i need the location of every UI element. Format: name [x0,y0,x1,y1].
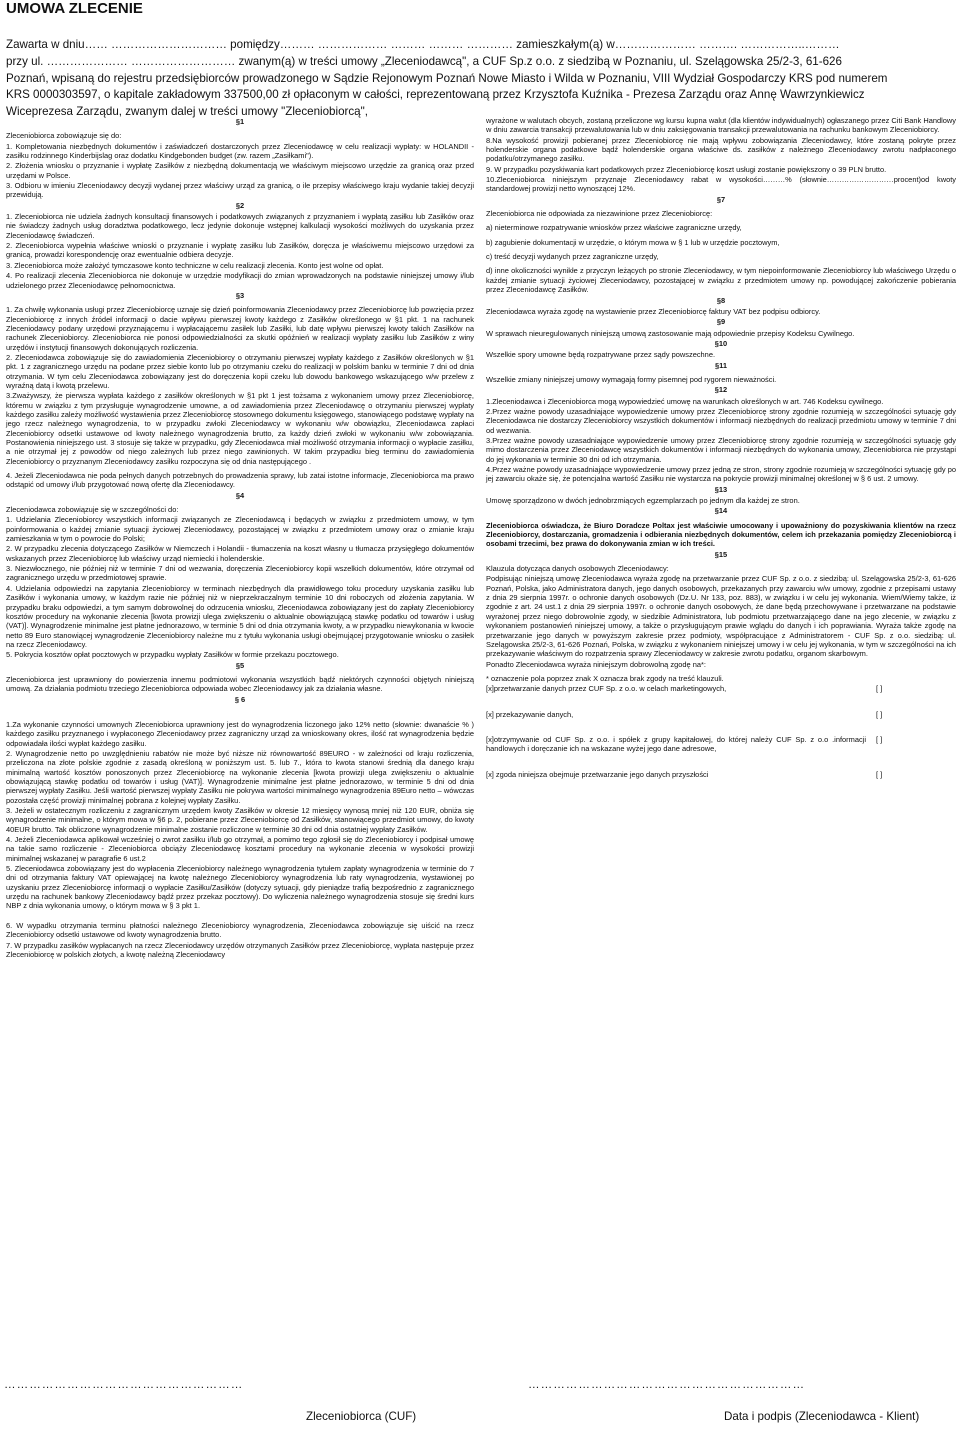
paragraph: * oznaczenie pola poprzez znak X oznacza brak zgody na treść klauzuli. [486,673,724,683]
signature-line-right: ………………………………………………………… [528,1378,806,1391]
paragraph: Zleceniobiorca zobowiązuje się do: [6,131,122,141]
consent-option [486,684,956,693]
paragraph: 3.Zważywszy, że pierwsza wypłata każdego z zasiłków określonych w §1 pkt 1 jest tożsama z wykonaniem umowy przez Zleceniobiorcę, któremu w związku z tym przysługuje wynagrodzenie umowne, a od zawiadomienia przez Zleceniodawcę o otrzymaniu pierwszej wypłaty każdego zasiłku zależy możliwość wystawienia przez Zleceniobiorcę stosownego dokumentu księgowego, stanowiącego podstawę wypłaty na jego rzecz należnego wynagrodzenia, to w przypadku zwłoki Zleceniodawcy w wykonaniu w/w obowiązku, Zleceniodawca zapłaci Zleceniobiorcy odsetki ustawowe od kwoty należnego wynagrodzenia brutto, za każdy dzień zwłoki w wykonaniu w/w zobowiązania. Postanowienia niniejszego ust. 3 stosuje się także w przypadku, gdy Zleceniodawca miał możliwość otrzymania informacji o wypłacie zasiłku, a nie otrzymał jej z powodów od niego zależnych lub przez niego zawinionych. W takim przypadku bieg terminu do zawiadomienia Zleceniobiorcy o przyznanym Zleceniodawcy zasiłku rozpoczyna się od dnia następującego . [6,391,474,466]
paragraph: 1. Kompletowania niezbędnych dokumentów i zaświadczeń dostarczonych przez Zleceniodawcę w celu realizacji wypłaty: w HOLANDII - zasiłku rodzinnego Kinderbijslag oraz dodatku Kindgebonden budget (zw. razem „Zasiłkami"). [6,141,474,161]
section-2-heading: §2 [235,200,245,210]
preamble-line: Wiceprezesa Zarządu, zwanym dalej w treści umowy "Zleceniobiorcą", [6,105,368,119]
section-13-heading: §13 [714,484,728,494]
paragraph: 1.Zleceniodawca i Zleceniobiorca mogą wypowiedzieć umowę na warunkach określonych w art. 746 Kodeksu cywilnego. [486,396,884,406]
section-9-heading: §9 [716,317,726,327]
consent-option-text: [x]otrzymywanie od CUF Sp. z o.o. i spółek z grupy kapitałowej, do której należy CUF Sp. z o.o .informacji handlowych i doręczanie ich na wskazane wyżej jego dane adresowe, [486,734,866,754]
paragraph: 3. Zleceniobiorca może założyć tymczasowe konto techniczne w celu realizacji zlecenia. Konto jest wolne od opłat. [6,260,384,270]
list-item: c) treść decyzji wydanych przez zagraniczne urzędy, [486,252,659,262]
section-15-heading: §15 [714,549,728,559]
consent-option-text: [x] przekazywanie danych, [486,709,574,719]
paragraph: 4. Udzielania odpowiedzi na zapytania Zleceniobiorcy w terminach niezbędnych dla prawidłowego toku procedury uzyskania zasiłku lub Zasiłków i wykonania umowy, w każdym razie nie później niż w nieprzekraczalnym terminie 10 dni roboczych od złożenia zapytania. W przypadku braku odpowiedzi, a tym samym dobrowolnej do odrzucenia wniosku, Zleceniodawca zobowiązany jest do zapłaty Zleceniobiorcy kosztów procedury na wykonanie zlecenia [kwota prowizji ulega zwiększeniu o aktualnie obowiązującą stawkę podatku od towarów i usług (VAT)]. Wynagrodzenie minimalne jest płatne jednorazowo, w terminie 5 dni od dnia otrzymania kwoty, a w przypadku niewykonania w kwocie netto 89 Euro stanowiącej wynagrodzenie Zleceniobiorcy należne mu z tytułu wykonania usługi obejmującej przygotowanie wniosku o zasiłek na rzecz Zleceniodawcy. [6,583,474,649]
right-column [486,116,956,779]
paragraph: 1. Za chwilę wykonania usługi przez Zleceniobiorcę uznaje się dzień poinformowania Zleceniodawcy przez Zleceniobiorcę lub powzięcia przez Zleceniobiorcę z innych źródeł informacji o dacie wpływu pierwszej kwoty każdego z Zasiłków określonego w §1 pkt. 1 na rachunek Zleceniodawcy podany urzędowi przyznającemu i wypłacającemu zasiłek lub Zasiłki, lub datę wpływu pierwszej kwoty takich Zasiłków na rachunek Zleceniobiorcy. Zleceniobiorca nie ponosi odpowiedzialności za skutki opóźnień w realizacji wypłaty zasiłku lub Zasiłków z winy urzędów i instytucji finansowych dokonujących rozliczenia. [6,305,474,352]
preamble-line: przy ul. ………………… ……………………… zwanym(ą) w treści umowy „Zleceniodawcą", a CUF Sp.z o.o. z siedzibą w Poznaniu, ul. Szelągowska 25/2-3, 61-626 [6,54,842,68]
list-item: a) nieterminowe rozpatrywanie wniosków przez właściwe zagraniczne urzędy, [486,223,742,233]
paragraph: Zleceniodawca wyraża zgodę na wystawienie przez Zleceniobiorcę faktury VAT bez podpisu odbiorcy. [486,306,821,316]
list-item: b) zagubienie dokumentacji w urzędzie, o którym mowa w § 1 lub w urzędzie pocztowym, [486,237,780,247]
paragraph: 1.Za wykonanie czynności umownych Zleceniobiorca uprawniony jest do wynagrodzenia liczonego jako 12% netto (słownie: dwanaście % ) każdego zasiłku przyznanego i wypłaconego Zleceniodawcy przez zagraniczny urząd za wnioskowany okres, ilość rat wynagrodzenia będzie odpowiadała ilości wypłat każdego zasiłku. [6,719,474,748]
section-7-heading: §7 [716,194,726,204]
paragraph: 7. W przypadku zasiłków wypłacanych na rzecz Zleceniodawcy urzędów otrzymanych Zasiłków przez Zleceniobiorcę, wypłata następuje przez Zleceniobiorcę w polskich złotych, a kwotę należną Zleceniodawcy [6,940,474,959]
paragraph: Klauzula dotycząca danych osobowych Zleceniodawcy: [486,564,669,574]
left-column [6,116,474,960]
section-8-heading: §8 [716,295,726,305]
paragraph: 10.Zleceniobiorca niniejszym przyznaje Zleceniodawcy rabat w wysokości………% (słownie………………………procent)od kwoty standardowej prowizji netto wynoszącej 12%. [486,175,956,194]
section-1-heading: §1 [235,117,245,126]
section-5-heading: §5 [235,660,245,670]
paragraph: Zleceniobiorca nie odpowiada za niezawinione przez Zleceniobiorcę: [486,209,713,219]
paragraph: wyrażone w walutach obcych, zostaną przeliczone wg kursu kupna walut (dla klientów indywidualnych) ogłaszanego przez Citi Bank Handlowy w dniu zawarcia transakcji przewalutowania lub w dniu zaksięgowania transakcji przewalutowania na rachunku bankowym Zleceniobiorcy. [486,116,956,135]
consent-option-text: [x]przetwarzanie danych przez CUF Sp. z o.o. w celach marketingowych, [486,684,727,694]
paragraph: Umowę sporządzono w dwóch jednobrzmiących egzemplarzach po jednym dla każdej ze stron. [486,496,800,506]
section-6-heading: § 6 [234,694,246,704]
paragraph: 3.Przez ważne powody uzasadniające wypowiedzenie umowy przez Zleceniobiorcę strony zgodnie rozumieją w szczególności sytuację gdy mimo dostarczenia przez Zleceniodawcę wszystkich dokumentów i informacji niezbędnych do wykonania umowy, Zleceniobiorca nie przystąpi do jej wykonania w terminie 30 dni od ich otrzymania. [486,435,956,464]
signature-line-left: ………………………………………………… [4,1378,244,1391]
paragraph: 2. Wynagrodzenie netto po uwzględnieniu rabatów nie może być niższe niż równowartość 89EURO - w zależności od kraju rozliczenia, przeliczona na złote polskie zgodnie z zasadą określoną w poniższym ust. 5. lub 7., która to kwota stanowi średnią dla danego kraju minimalną wartość kosztów ponoszonych przez Zleceniobiorcę na wykonanie zlecenia [kwota prowizji ulega zwiększeniu o aktualnie obowiązującą stawkę podatku od towarów i usług (VAT)]. Wynagrodzenie minimalne jest płatne jednorazowo, w terminie 5 dni od dnia pierwszej wypłaty Zasiłku. Jeśli wartość pierwszej wypłaty Zasiłku nie pokrywa wartości minimalnego wynagrodzenia 89Euro netto – wówczas pozostała część prowizji minimalnej pobrana z kolejnej wypłaty Zasiłku. [6,748,474,805]
preamble-line: KRS 0000303597, o kapitale zakładowym 337500,00 zł opłaconym w całości, reprezentowaną przez Krzysztofa Kuźnika - Prezesa Zarządu oraz Annę Wawrzynkiewicz [6,88,865,102]
paragraph: 8.Na wysokość prowizji pobieranej przez Zleceniobiorcę nie mają wpływu zobowiązania Zleceniodawcy, które zostaną pokryte przez holenderskie organa podatkowe bądź holenderskie organa właściwe ds. zasiłków z należnego Zleceniodawcy zwrotu nadpłaconego podatku/otrzymanego zasiłku. [486,135,956,164]
paragraph: Ponadto Zleceniodawca wyraża niniejszym dobrowolną zgodę na*: [486,659,706,669]
document-title: UMOWA ZLECENIE [6,0,143,17]
paragraph: Podpisując niniejszą umowę Zleceniodawca wyraża zgodę na przetwarzanie przez CUF Sp. z o.o. z siedzibą: ul. Szelągowska 25/2-3, 61-626 Poznań, Polska, jako Administratora danych, jego danych osobowych, przekazanych przy zawarciu w/w umowy, zgodnie z przepisami ustawy z dnia 29 sierpnia 1997r. o ochronie danych osobowych (Dz.U. Nr 133, poz. 883), w związku i w celu jej wykonania. Wiem/Wiemy także, iż zgodnie z art. 24 ust.1 z dnia 29 sierpnia 1997r. o ochronie danych osobowych, że dane będą przechowywane i przetwarzane na podstawie wyrażonej przez niego dobrowolnie zgody, w siedzibie Administratora, lub podmiotu przetwarzającego dane na jego zlecenie, w związku z wykonaniem postanowień niniejszej umowy, a także o przysługującym prawie wglądu do danych i ich poprawiania. Wyraża także zgodę na przetwarzanie jego danych w powyższym zakresie przez podmioty, współpracujące z Administratorem - CUF Sp. z o.o. siedzibą: ul. Szelągowska 25/2-3, 61-626 Poznań, Polska, w związku z wykonaniem niniejszej umowy i w celu jej wykonania, w tym w szczególności na ich przekazywanie właściwym do rozpatrzenia sprawy Zleceniodawcy w zakresie zwrotu podatku, organom skarbowym. [486,574,956,659]
section-11-heading: §11 [715,360,727,370]
paragraph: W sprawach nieuregulowanych niniejszą umową zastosowanie mają odpowiednie przepisy Kodeksu Cywilnego. [486,328,855,338]
signature-label-right: Data i podpis (Zleceniodawca - Klient) [724,1410,920,1423]
paragraph: 3. Jeżeli w ostatecznym rozliczeniu z zagranicznym urzędem kwoty Zasiłków w okresie 12 miesięcy wynosą mniej niż 120 EUR, obniża się wynagrodzenie minimalne, o którym mowa w §6 p. 2, pobierane przez Zleceniobiorcę od Zasiłków, stanowiącego przedmiot umowy, do kwoty 40EUR brutto. Tak obliczone wynagrodzenie minimalne zostanie rozliczone w terminie 30 dni od dnia ostatniej wypłaty Zasiłków. [6,806,474,834]
paragraph: 5. Zleceniodawca zobowiązany jest do wypłacenia Zleceniobiorcy należnego wynagrodzenia tytułem zapłaty wynagrodzenia w terminie do 7 dni od otrzymania faktury VAT opiewającej na kwotę należnego Zleceniobiorcy wynagrodzenia lub raty wynagrodzenia, wystawionej po uzyskaniu przez Zleceniobiorcę informacji o wypłacie Zasiłku/Zasiłków (dotyczy sytuacji, gdy pieniądze trafią bezpośrednio z zagranicznego urzędu na rachunek bankowy Zleceniodawcy bądź przez przekaz pocztowy). Do wyliczenia należnego wynagrodzenia stosuje się średni kurs NBP z dnia wykonania umowy, o którym mowa w § 3 pkt 1. [6,864,474,911]
preamble-line: Zawarta w dniu…… ………………………… pomiędzy……… ……………… ……… ……… ………… zamieszkałym(ą) w………………… ………. ……………..……… [6,38,840,51]
section-12-heading: §12 [714,385,728,395]
consent-checkbox[interactable]: [ ] [876,769,883,779]
consent-option [486,735,956,754]
paragraph: Zleceniodawca zobowiązuje się w szczególności do: [6,505,179,515]
paragraph: 2. W przypadku zlecenia dotyczącego Zasiłków w Niemczech i Holandii - tłumaczenia na koszt własny u tłumacza przysięgłego dokumentów wskazanych przez Zleceniobiorcę lub właściwy urząd niemiecki i holenderskie. [6,544,474,563]
consent-checkbox[interactable]: [ ] [876,684,883,694]
paragraph: Zleceniobiorca jest uprawniony do powierzenia innemu podmiotowi wykonania wszystkich bądź niektórych czynności objętych niniejszą umową. Za działania podmiotu trzeciego Zleceniobiorca odpowiada wobec Zleceniodawcy jak za działania własne. [6,674,474,694]
consent-option [486,710,956,719]
consent-option-text: [x] zgoda niniejsza obejmuje przetwarzanie jego danych przyszłości [486,769,709,779]
paragraph: 1. Udzielania Zleceniobiorcy wszystkich informacji związanych ze Zleceniodawcą i będących w związku z przedmiotem umowy, w tym poinformowania o każdej zmianie sytuacji życiowej Zleceniodawcy, pozostającej w związku z przedmiotem umowy oraz o zmianie kraju zamieszkania w tym o powrocie do Polski; [6,515,474,544]
paragraph: 4. Jeżeli Zleceniodawca aplikował wcześniej o zwrot zasiłku i/lub go otrzymał, a pomimo tego zgłosił się do Zleceniobiorcy i podpisał umowę na takie samo rozliczenie - Zleceniobiorca obciąży Zleceniodawcę kosztami procedury na wykonanie zlecenia w wysokości prowizji minimalnej wskazanej w paragrafie 6 ust.2 [6,835,474,863]
section-14-heading: §14 [714,506,728,516]
consent-checkbox[interactable]: [ ] [876,709,883,719]
paragraph: 2. Zleceniodawca zobowiązuje się do zawiadomienia Zleceniobiorcy o otrzymaniu pierwszej wypłaty każdego z Zasiłków określonych w §1 pkt. 1 z zagranicznego urzędu na podane przez siebie konto lub po otrzymaniu czeku do realizacji w polskim banku w terminie 7 dni od dnia otrzymania. W tym celu Zleceniodawca zobowiązany jest do doręczenia kopii czeku lub dowodu bankowego wskazującego w/w przelew z wyraźną datą i kwotą przelewu. [6,352,474,390]
paragraph: 5. Pokrycia kosztów opłat pocztowych w przypadku wypłaty Zasiłków w formie przekazu pocztowego. [6,650,339,660]
contract-preamble [6,37,954,121]
paragraph: Zleceniobiorca oświadcza, że Biuro Doradcze Poltax jest właściwie umocowany i upoważniony do pozyskiwania klientów na rzecz Zleceniobiorcy, dostarczania, gromadzenia i odbierania niezbędnych dokumentów, celem ich przekazania pomiędzy Zleceniobiorcą i osobami trzecimi, bez prawa do dokonywania zmian w ich treści. [486,520,956,549]
list-item: d) inne okoliczności wynikłe z przyczyn leżących po stronie Zleceniodawcy, w tym niepoinformowanie Zleceniobiorcy lub właściwego Urzędu o każdej zmianie sytuacji życiowej Zleceniodawcy, pozostającej w związku z przedmiotem umowy np. powodującej zakończenie pobierania przez Zleceniodawcę Zasiłków. [486,266,956,295]
paragraph: 2. Złożenia wniosku o przyznanie i wypłatę Zasiłków z niezbędną dokumentacją we właściwym miejscowo urzędzie za granicą oraz przed urzędami w Polsce. [6,161,474,180]
signature-label-left: Zleceniobiorca (CUF) [306,1410,417,1423]
paragraph: 3. Niezwłocznego, nie później niż w terminie 7 dni od wezwania, doręczenia Zleceniobiorcy kopii wszelkich dokumentów, które otrzymał od zagranicznego urzędu w przedmiotowej sprawie. [6,564,474,583]
paragraph: Wszelkie zmiany niniejszej umowy wymagają formy pisemnej pod rygorem nieważności. [486,374,777,384]
paragraph: 6. W wypadku otrzymania terminu płatności należnego Zleceniobiorcy wynagrodzenia, Zleceniodawca zobowiązuje się uiścić na rzecz Zleceniobiorcy odsetki ustawowe od kwoty wynagrodzenia brutto. [6,920,474,940]
paragraph: 2. Zleceniobiorca wypełnia właściwe wnioski o przyznanie i wypłatę zasiłku lub Zasiłków, doręcza je właściwemu miejscowo urzędowi za granicą, prowadzi korespondencję oraz ewentualnie odbiera decyzje. [6,241,474,260]
section-3-heading: §3 [235,290,245,300]
consent-checkbox[interactable]: [ ] [876,734,883,744]
paragraph: Wszelkie spory umowne będą rozpatrywane przez sądy powszechne. [486,350,716,360]
paragraph: 4.Przez ważne powody uzasadniające wypowiedzenie umowy przez jedną ze stron, strony zgodnie rozumieją w szczególności sytuację gdy po jej zawarciu okaże się, że potencjalna wartość Zasiłku nie wystarcza na pokrycie prowizji minimalnej określonej w § 6 ust. 2 umowy. [486,465,956,484]
paragraph: 2.Przez ważne powody uzasadniające wypowiedzenie umowy przez Zleceniobiorcę strony zgodnie rozumieją w szczególności sytuację gdy Zleceniodawca nie dostarczy Zleceniobiorcy wszystkich dokumentów i informacji niezbędnych do realizacji przedmiotu umowy w terminie 7 dni od wezwania. [486,406,956,435]
paragraph: 9. W przypadku pozyskiwania kart podatkowych przez Zleceniobiorcę koszt usługi zostanie powiększony o 39 PLN brutto. [486,164,887,174]
preamble-line: Poznań, wpisaną do rejestru przedsiębiorców prowadzonego w Sądzie Rejonowym Poznań Nowe Miasto i Wilda w Poznaniu, VIII Wydział Gospodarczy KRS pod numerem [6,71,888,85]
paragraph: 1. Zleceniobiorca nie udziela żadnych konsultacji finansowych i podatkowych związanych z przyznaniem i wypłatą zasiłku lub Zasiłków oraz nie świadczy żadnych usług doradztwa podatkowego, lecz jedynie dokonuje wstępnej kalkulacji wysokości możliwych do uzyskania przez Zleceniodawcę świadczeń. [6,212,474,240]
paragraph: 4. Po realizacji zlecenia Zleceniobiorca nie dokonuje w urzędzie modyfikacji do zmian wprowadzonych na podstawie niniejszej umowy i/lub udzielonego przez Zleceniodawcę pełnomocnictwa. [6,271,474,290]
section-10-heading: §10 [714,338,728,348]
consent-option [486,770,956,779]
paragraph: 3. Odbioru w imieniu Zleceniodawcy decyzji wydanej przez właściwy urząd za granicą, o ile przepisy właściwego kraju wydanie takiej decyzji przewidują. [6,181,474,200]
section-4-heading: §4 [235,490,245,500]
paragraph: 4. Jeżeli Zleceniodawca nie poda pełnych danych potrzebnych do prowadzenia sprawy, lub zatai istotne informacje, Zleceniobiorca ma prawo odstąpić od umowy i/lub przygotować nową ofertę dla Zleceniodawcy. [6,471,474,490]
